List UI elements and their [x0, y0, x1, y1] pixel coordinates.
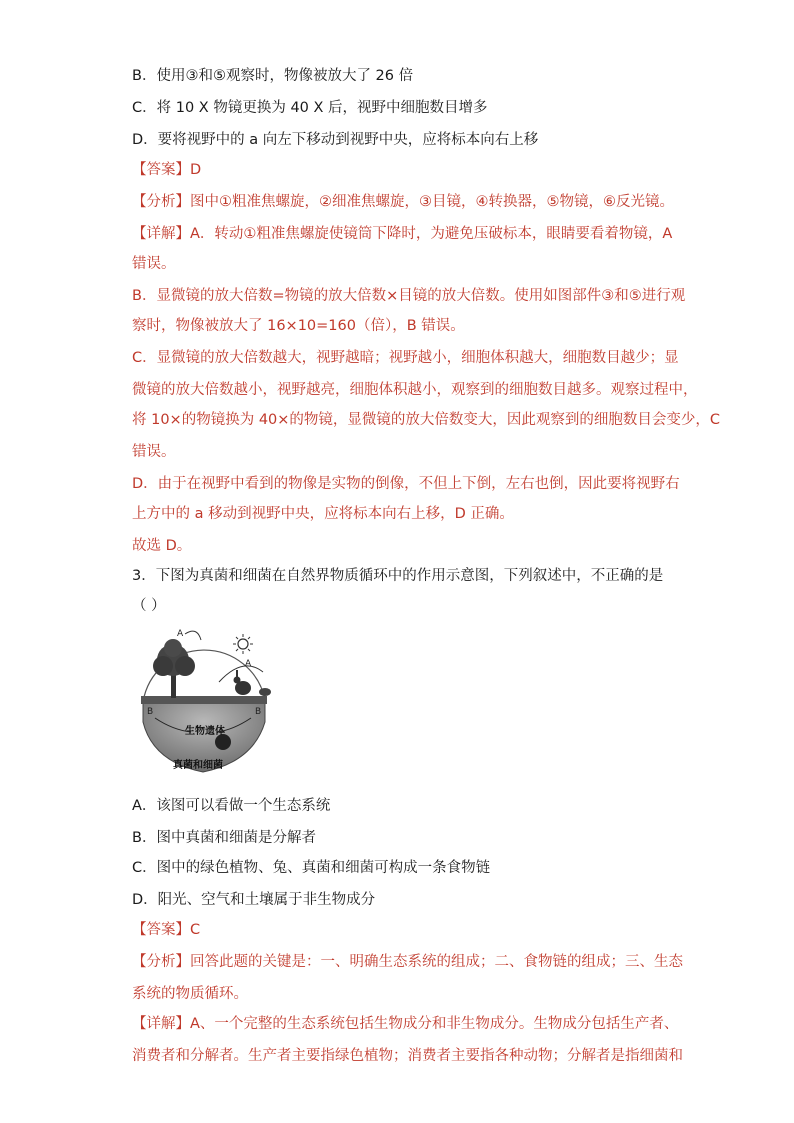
analysis-line: 【分析】图中①粗准焦螺旋，②细准焦螺旋，③目镜，④转换器，⑤物镜，⑥反光镜。 — [132, 194, 674, 210]
explanation-line: 察时，物像被放大了 16×10=160（倍），B 错误。 — [132, 318, 465, 334]
conclusion-line: 故选 D。 — [132, 538, 192, 554]
explanation-line: 将 10×的物镜换为 40×的物镜，显微镜的放大倍数变大，因此观察到的细胞数目会变少，C — [132, 412, 721, 428]
label-b-left: B — [147, 707, 154, 717]
explanation-line: 微镜的放大倍数越小，视野越亮，细胞体积越小，观察到的细胞数目越多。观察过程中， — [132, 382, 698, 398]
option-b-line: B．使用③和⑤观察时，物像被放大了 26 倍 — [132, 68, 414, 84]
option-b-line: B．图中真菌和细菌是分解者 — [132, 830, 316, 846]
explanation-line: 【详解】A、一个完整的生态系统包括生物成分和非生物成分。生物成分包括生产者、 — [132, 1016, 679, 1032]
explanation-line: B．显微镜的放大倍数=物镜的放大倍数×目镜的放大倍数。使用如图部件③和⑤进行观 — [132, 288, 686, 304]
explanation-line: 消费者和分解者。生产者主要指绿色植物；消费者主要指各种动物；分解者是指细菌和 — [132, 1048, 683, 1064]
explanation-line: D．由于在视野中看到的物像是实物的倒像，不但上下倒，左右也倒，因此要将视野右 — [132, 476, 680, 492]
answer-line: 【答案】D — [132, 162, 202, 178]
rabbit-icon — [234, 670, 252, 695]
label-b-right: B — [255, 707, 262, 717]
arrow-icon — [219, 666, 263, 682]
analysis-line: 【分析】回答此题的关键是：一、明确生态系统的组成；二、食物链的组成；三、生态 — [132, 954, 683, 970]
analysis-line: 系统的物质循环。 — [132, 986, 248, 1002]
sun-icon — [233, 634, 253, 654]
tree-icon — [153, 639, 195, 698]
option-d-line: D．阳光、空气和土壤属于非生物成分 — [132, 892, 376, 908]
label-a-right: A — [245, 659, 252, 669]
explanation-line: C．显微镜的放大倍数越大，视野越暗；视野越小，细胞体积越大，细胞数目越少；显 — [132, 350, 679, 366]
option-c-line: C．图中的绿色植物、兔、真菌和细菌可构成一条食物链 — [132, 860, 491, 876]
option-c-line: C．将 10 X 物镜更换为 40 X 后，视野中细胞数目增多 — [132, 100, 488, 116]
question-3-stem: 3．下图为真菌和细菌在自然界物质循环中的作用示意图，下列叙述中，不正确的是 — [132, 568, 664, 584]
animal-icon — [259, 688, 271, 696]
question-3-blank: （ ） — [132, 598, 166, 614]
answer-line: 【答案】C — [132, 922, 201, 938]
explanation-line: 错误。 — [132, 256, 176, 272]
ground-strip — [141, 696, 267, 704]
label-a-left: A — [177, 629, 184, 639]
option-d-line: D．要将视野中的 a 向左下移动到视野中央，应将标本向右上移 — [132, 132, 539, 148]
explanation-line: 【详解】A．转动①粗准焦螺旋使镜筒下降时，为避免压破标本，眼睛要看着物镜，A — [132, 226, 673, 242]
option-a-line: A．该图可以看做一个生态系统 — [132, 798, 331, 814]
explanation-line: 错误。 — [132, 444, 176, 460]
explanation-line: 上方中的 a 移动到视野中央，应将标本向右上移，D 正确。 — [132, 506, 514, 522]
arrow-icon — [185, 631, 201, 640]
material-cycle-figure — [133, 622, 273, 774]
label-remains: 生物遗体 — [185, 726, 225, 737]
label-decomposer: 真菌和细菌 — [173, 760, 223, 771]
